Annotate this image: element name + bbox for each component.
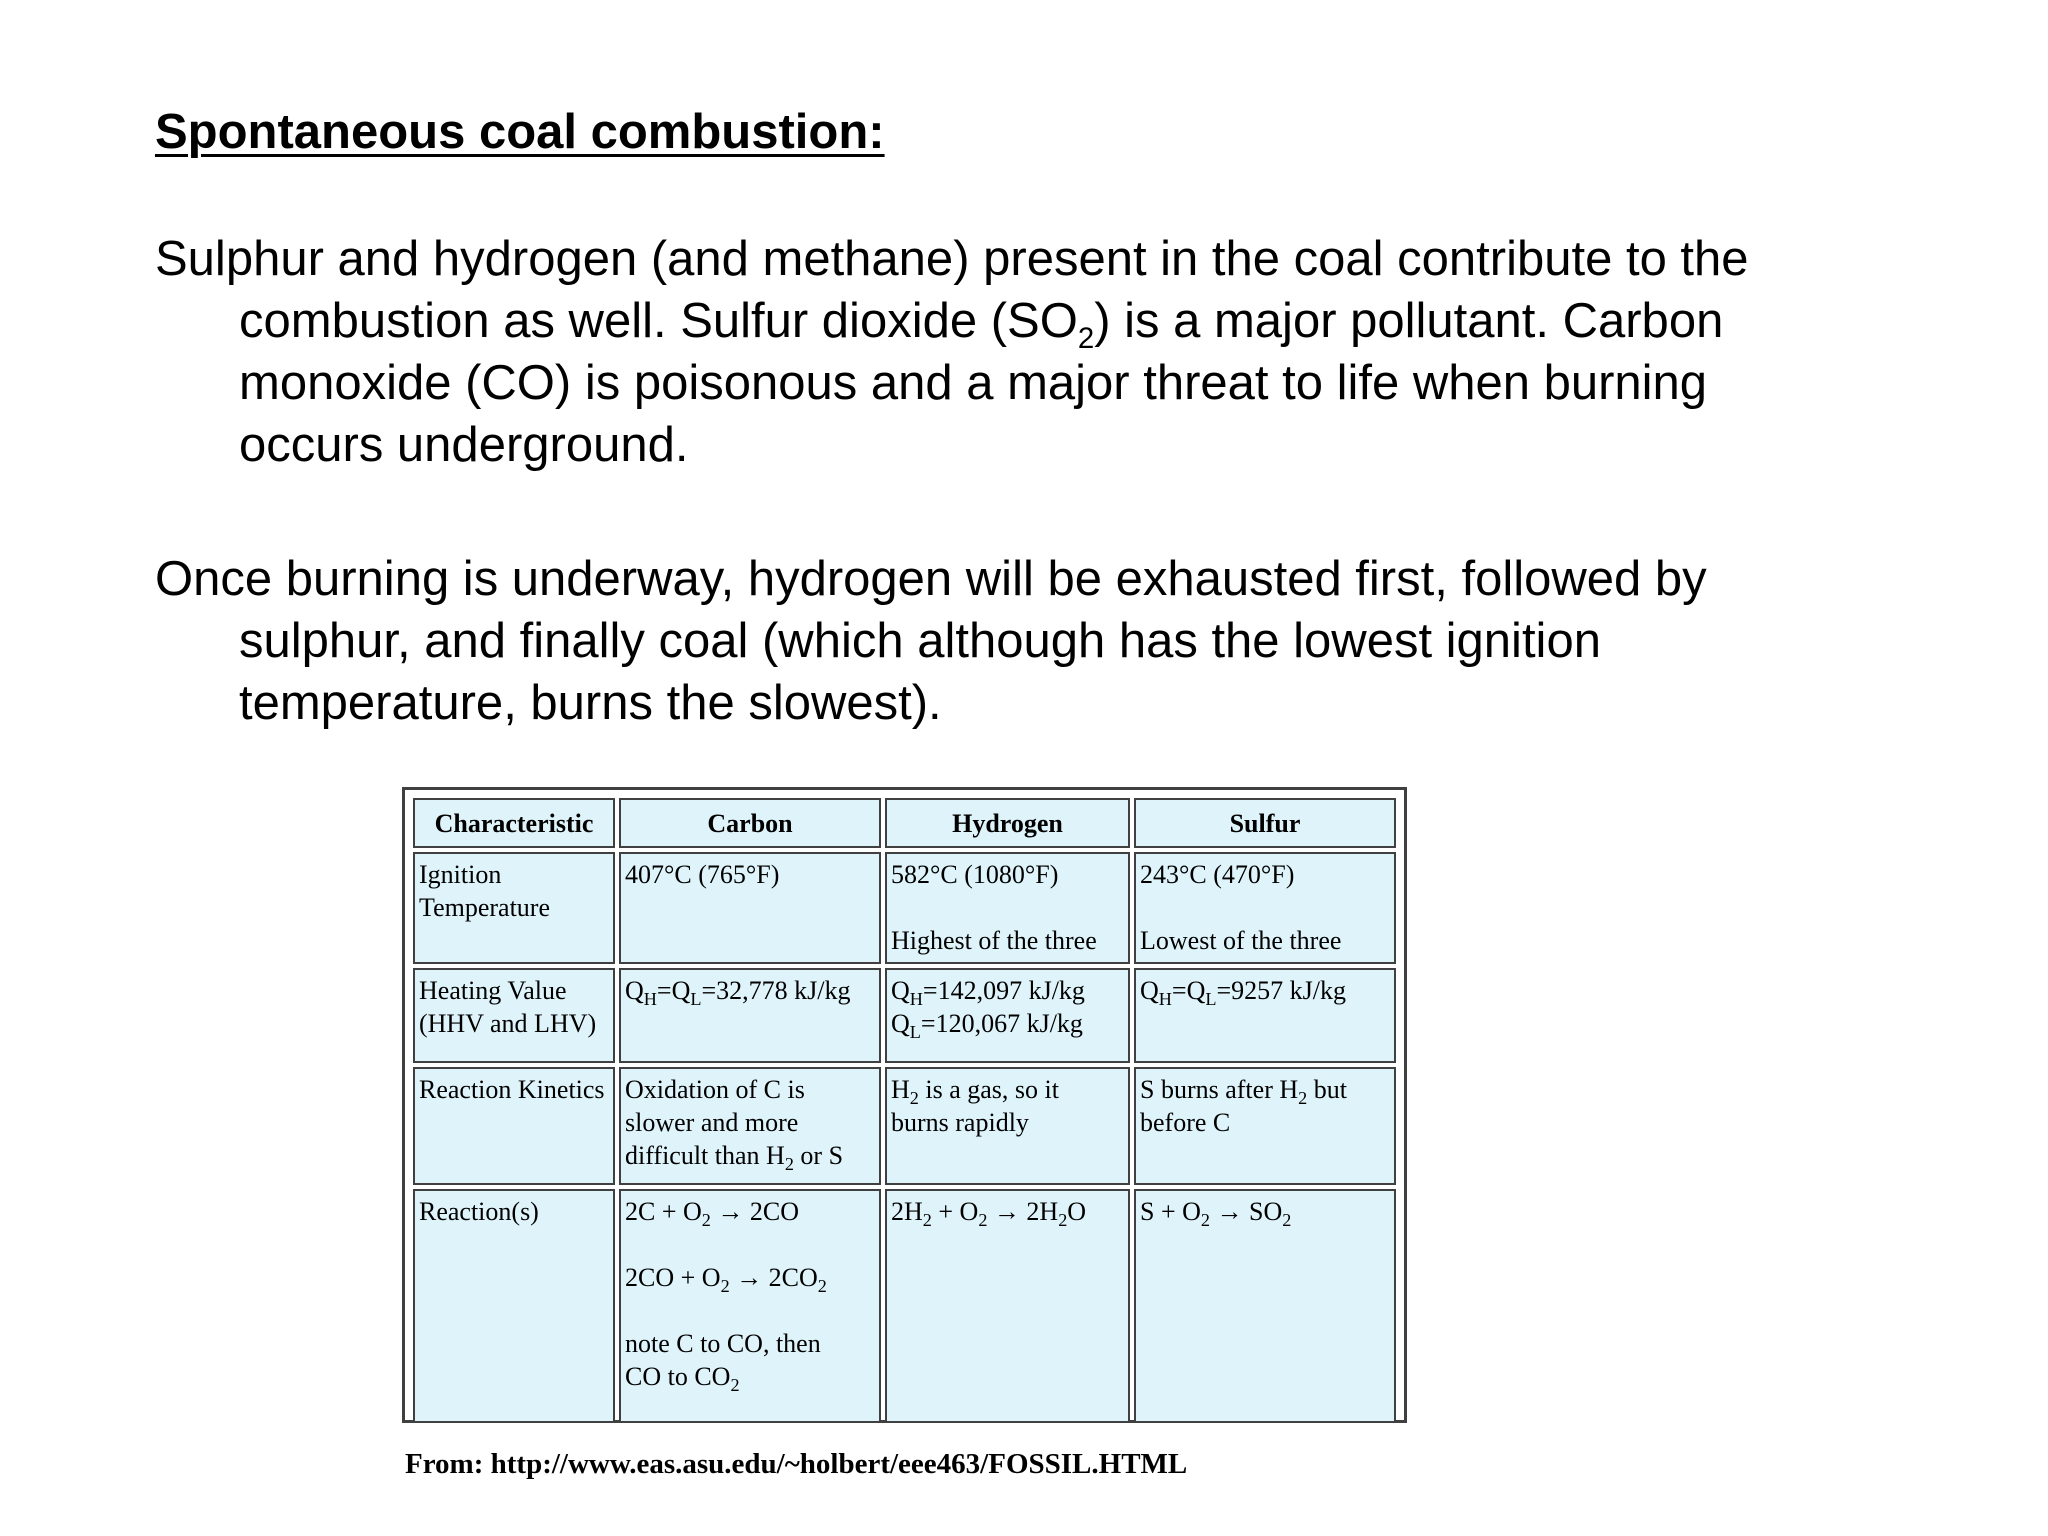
comparison-table	[409, 794, 1400, 1427]
cell-kinetics-hydrogen: $H_2$ is a gas, so it burns rapidly	[885, 1067, 1130, 1185]
paragraph-line: monoxide (CO) is poisonous and a major threat to life when burning	[239, 356, 1708, 410]
cell-reactions-carbon: $2C + O_2 \to 2CO$ $2CO + O_2 \to 2CO_2$ note C to CO, then CO to $CO_2$	[619, 1189, 881, 1423]
cell-ignition-carbon: 407°C (765°F)	[619, 852, 881, 964]
header-sulfur: Sulfur	[1134, 798, 1396, 848]
table-row-heating-value	[413, 968, 1396, 1063]
paragraph-burning-order	[155, 548, 1955, 734]
slide-title: Spontaneous coal combustion:	[155, 105, 885, 159]
header-characteristic: Characteristic	[413, 798, 615, 848]
paragraph-line: Sulphur and hydrogen (and methane) present in the coal contribute to the	[155, 232, 1749, 286]
paragraph-line: temperature, burns the slowest).	[239, 676, 942, 730]
cell-heating-carbon: $Q_H=Q_L=32,778$ kJ/kg	[619, 968, 881, 1063]
paragraph-line: Once burning is underway, hydrogen will be exhausted first, followed by	[155, 552, 1707, 606]
cell-heating-sulfur: $Q_H=Q_L=9257$ kJ/kg	[1134, 968, 1396, 1063]
cell-reactions-hydrogen: $2H_2 + O_2 \to 2H_2O$	[885, 1189, 1130, 1423]
cell-heating-hydrogen: $Q_H=142,097$ kJ/kg $Q_L=120,067$ kJ/kg	[885, 968, 1130, 1063]
cell-ignition-hydrogen: 582°C (1080°F) Highest of the three	[885, 852, 1130, 964]
paragraph-line: sulphur, and finally coal (which although has the lowest ignition	[239, 614, 1601, 668]
header-hydrogen: Hydrogen	[885, 798, 1130, 848]
paragraph-line: combustion as well. Sulfur dioxide $(SO_2)$ is a major pollutant. Carbon	[239, 294, 1724, 355]
cell-reactions-label: Reaction(s)	[413, 1189, 615, 1423]
cell-reactions-sulfur: $S + O_2 \to SO_2$	[1134, 1189, 1396, 1423]
table-row-kinetics	[413, 1067, 1396, 1185]
paragraph-line: occurs underground.	[239, 418, 689, 472]
header-carbon: Carbon	[619, 798, 881, 848]
table-header-row	[413, 798, 1396, 848]
cell-kinetics-label: Reaction Kinetics	[413, 1067, 615, 1185]
cell-kinetics-carbon: Oxidation of C is slower and more difficult than $H_2$ or S	[619, 1067, 881, 1185]
cell-kinetics-sulfur: S burns after $H_2$ but before C	[1134, 1067, 1396, 1185]
table-row-reactions	[413, 1189, 1396, 1423]
cell-heating-label: Heating Value (HHV and LHV)	[413, 968, 615, 1063]
table-row-ignition	[413, 852, 1396, 964]
cell-ignition-sulfur: 243°C (470°F) Lowest of the three	[1134, 852, 1396, 964]
comparison-table-image	[402, 787, 1407, 1423]
paragraph-sulphur-hydrogen	[155, 228, 1955, 476]
cell-ignition-label: Ignition Temperature	[413, 852, 615, 964]
source-citation: From: http://www.eas.asu.edu/~holbert/eee463/FOSSIL.HTML	[405, 1448, 1188, 1480]
